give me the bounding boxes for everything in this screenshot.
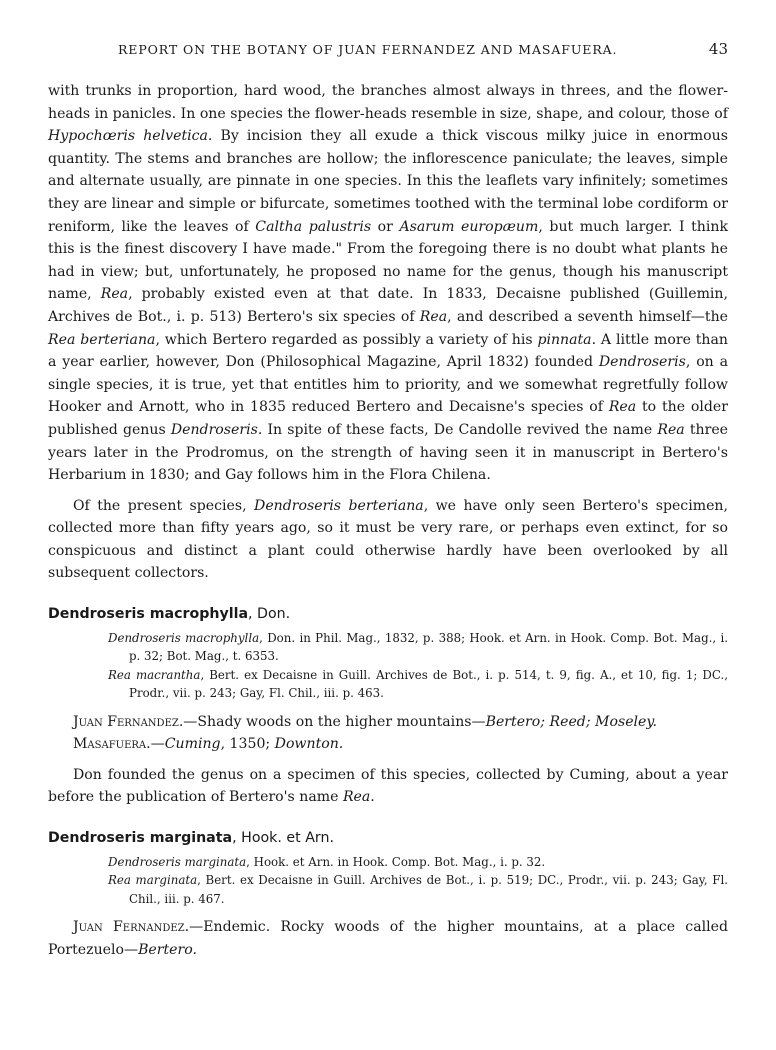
italic-term: Dendroseris macrophylla (108, 630, 260, 645)
locality-name: Juan Fernandez (73, 713, 179, 730)
synonym-entry: Dendroseris macrophylla, Don. in Phil. Mag., 1832, p. 388; Hook. et Arn. in Hook. Comp. Bot. Mag., i. p. 32; Bot. Mag., t. 6353. (108, 630, 728, 664)
intro-paragraph: with trunks in proportion, hard wood, the branches almost always in threes, and the flower-heads in panicles. In one species the flower-heads resemble in size, shape, and colour, those of Hypochœris helvetica. By incision they all exude a thick viscous milky juice in enormous quantity. The stems and branches are hollow; the inflorescence paniculate; the leaves, simple and alternate usually, are pinnate in one species. In this the leaflets vary infinitely; sometimes they are linear and simple or bifurcate, sometimes toothed with the terminal lobe cordiform or reniform, like the leaves of Caltha palustris or Asarum europæum, but much larger. I think this is the finest discovery I have made." From the foregoing there is no doubt what plants he had in view; but, unfortunately, he proposed no name for the genus, though his manuscript name, Rea, probably existed even at that date. In 1833, Decaisne published (Guillemin, Archives de Bot., i. p. 513) Bertero's six species of Rea, and described a seventh himself—the Rea berteriana, which Bertero regarded as possibly a variety of his pinnata. A little more than a year earlier, however, Don (Philosophical Magazine, April 1832) founded Dendroseris, on a single species, it is true, yet that entitles him to priority, and we somewhat regretfully follow Hooker and Arnott, who in 1835 reduced Bertero and Decaisne's species of Rea to the older published genus Dendroseris. In spite of these facts, De Candolle revived the name Rea three years later in the Prodromus, on the strength of having seen it in manuscript in Bertero's Herbarium in 1830; and Gay follows him in the Flora Chilena. (48, 83, 729, 484)
italic-term: Hypochœris helvetica. (48, 128, 213, 145)
italic-term: Rea (608, 399, 637, 416)
italic-term: Rea marginata (108, 873, 198, 888)
synonym-entry: Rea macrantha, Bert. ex Decaisne in Guill. Archives de Bot., i. p. 514, t. 9, fig. A., et 10, fig. 1; DC., Prodr., vii. p. 243; Gay, Fl. Chil., iii. p. 463. (108, 667, 728, 701)
species-name: Dendroseris marginata (48, 830, 233, 847)
italic-term: Asarum europæum (399, 218, 539, 235)
locality-line: Juan Fernandez.—Endemic. Rocky woods of the higher mountains, at a place called Portezuelo—Bertero. (48, 919, 728, 958)
synonym-entry: Dendroseris marginata, Hook. et Arn. in Hook. Comp. Bot. Mag., i. p. 32. (108, 854, 546, 869)
italic-term: Bertero; Reed; Moseley. (485, 713, 657, 730)
italic-term: Rea (657, 421, 685, 438)
italic-term: Dendroseris berteriana (254, 497, 424, 514)
synonymy-macrophylla (48, 629, 728, 703)
italic-term: Rea macrantha (108, 667, 201, 682)
species-authority: , Hook. et Arn. (232, 830, 335, 847)
italic-term: Rea berteriana (48, 331, 156, 348)
locality-line: Juan Fernandez.—Shady woods on the higher mountains—Bertero; Reed; Moseley. (73, 713, 657, 730)
running-title: REPORT ON THE BOTANY OF JUAN FERNANDEZ AND MASAFUERA. (118, 42, 618, 57)
species-name: Dendroseris macrophylla (48, 606, 249, 623)
synonym-entry: Rea marginata, Bert. ex Decaisne in Guill. Archives de Bot., i. p. 519; DC., Prodr., vii. p. 243; Gay, Fl. Chil., iii. p. 467. (108, 873, 728, 906)
locality-name: Masafuera (73, 736, 147, 753)
italic-term: Caltha palustris (255, 218, 372, 235)
page-number: 43 (708, 40, 728, 58)
italic-term: Rea (100, 286, 129, 303)
macrophylla-note: Don founded the genus on a specimen of this species, collected by Cuming, about a year before the publication of Bertero's name Rea. (48, 766, 728, 806)
italic-term: Dendroseris (170, 421, 258, 438)
italic-term: Rea (342, 789, 371, 806)
page-header (48, 42, 728, 64)
locality-name: Juan Fernandez (73, 919, 185, 936)
species-heading-macrophylla (48, 603, 728, 626)
page-body (48, 80, 728, 961)
species-authority: , Don. (248, 606, 291, 623)
species-heading-marginata (48, 827, 728, 850)
italic-term: Rea (419, 308, 448, 325)
italic-term: Bertero. (138, 941, 197, 958)
italic-term: pinnata (537, 331, 592, 348)
synonymy-marginata (48, 853, 728, 909)
italic-term: Downton. (274, 736, 344, 753)
italic-term: Dendroseris (598, 354, 686, 371)
berteriana-paragraph: Of the present species, Dendroseris berteriana, we have only seen Bertero's specimen, collected more than fifty years ago, so it must be very rare, or perhaps even extinct, for so conspicuous and distinct a plant could otherwise hardly have been overlooked by all subsequent collectors. (48, 497, 728, 582)
italic-term: Dendroseris marginata (108, 854, 247, 869)
italic-term: Cuming (164, 736, 221, 753)
locality-line: Masafuera.—Cuming, 1350; Downton. (73, 736, 344, 753)
